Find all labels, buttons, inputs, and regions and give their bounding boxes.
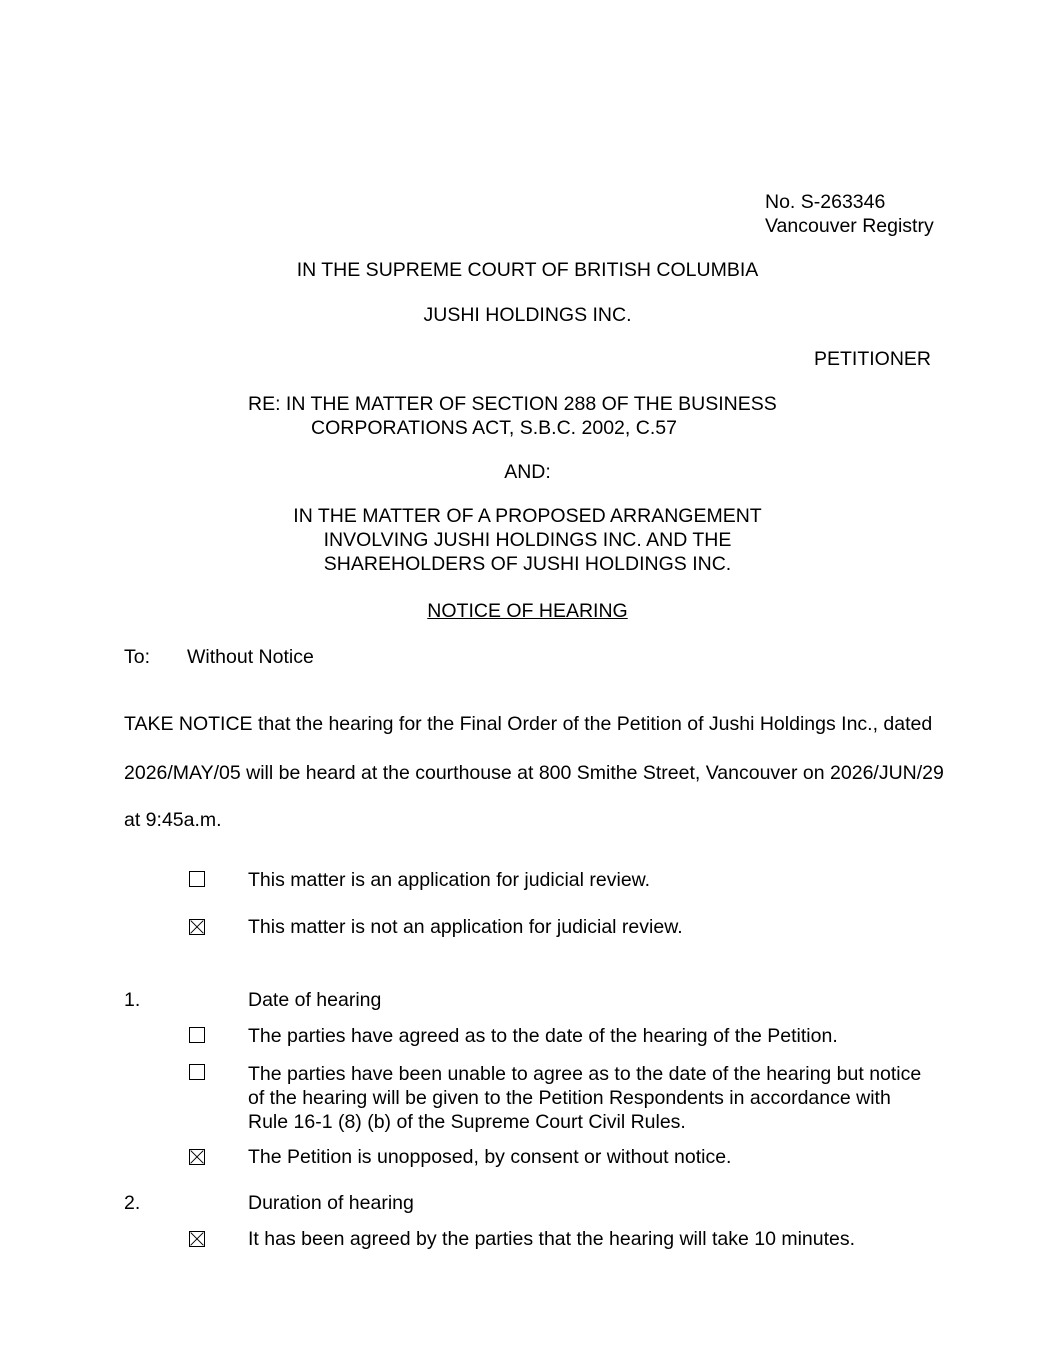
to-value: Without Notice <box>187 646 314 668</box>
document-title: NOTICE OF HEARING <box>427 600 628 622</box>
duration-agreed-checkbox[interactable] <box>189 1231 205 1247</box>
section-2-number: 2. <box>124 1192 141 1214</box>
agreed-date-checkbox[interactable] <box>189 1027 205 1043</box>
unopposed-checkbox[interactable] <box>189 1149 205 1165</box>
agreed-date-option-text: The parties have agreed as to the date of the hearing of the Petition. <box>248 1025 838 1047</box>
court-name: IN THE SUPREME COURT OF BRITISH COLUMBIA <box>296 259 759 281</box>
notice-line-1: TAKE NOTICE that the hearing for the Final Order of the Petition of Jushi Holdings Inc., dated <box>124 713 933 735</box>
arrangement-line-2: INVOLVING JUSHI HOLDINGS INC. AND THE <box>323 529 732 551</box>
notice-line-3: at 9:45a.m. <box>124 809 222 831</box>
re-matter-line-2: CORPORATIONS ACT, S.B.C. 2002, C.57 <box>311 417 677 439</box>
unopposed-option-text: The Petition is unopposed, by consent or without notice. <box>248 1146 732 1168</box>
judicial-review-checkbox[interactable] <box>189 871 205 887</box>
unable-to-agree-checkbox[interactable] <box>189 1064 205 1080</box>
section-1-number: 1. <box>124 989 141 1011</box>
to-label: To: <box>124 646 151 668</box>
not-judicial-review-checkbox[interactable] <box>189 919 205 935</box>
section-2-heading: Duration of hearing <box>248 1192 414 1214</box>
arrangement-line-3: SHAREHOLDERS OF JUSHI HOLDINGS INC. <box>323 553 732 575</box>
not-judicial-review-option-text: This matter is not an application for judicial review. <box>248 916 683 938</box>
arrangement-line-1: IN THE MATTER OF A PROPOSED ARRANGEMENT <box>293 505 762 527</box>
re-matter-line-1: RE: IN THE MATTER OF SECTION 288 OF THE BUSINESS <box>248 393 777 415</box>
party-name: JUSHI HOLDINGS INC. <box>423 304 632 326</box>
duration-agreed-option-text: It has been agreed by the parties that the hearing will take 10 minutes. <box>248 1228 856 1250</box>
party-role: PETITIONER <box>813 348 931 370</box>
judicial-review-option-text: This matter is an application for judicial review. <box>248 869 651 891</box>
notice-line-2: 2026/MAY/05 will be heard at the courthouse at 800 Smithe Street, Vancouver on 2026/JUN/29 <box>124 762 944 784</box>
and-label: AND: <box>504 461 551 483</box>
unable-to-agree-option-text: The parties have been unable to agree as to the date of the hearing but notice of the hearing will be given to the Petition Respondents in accordance with Rule 16-1 (8) (b) of the Supreme Court Civil Rules. <box>248 1063 922 1133</box>
case-number: No. S-263346 <box>765 191 886 213</box>
registry-name: Vancouver Registry <box>765 215 934 237</box>
section-1-heading: Date of hearing <box>248 989 382 1011</box>
